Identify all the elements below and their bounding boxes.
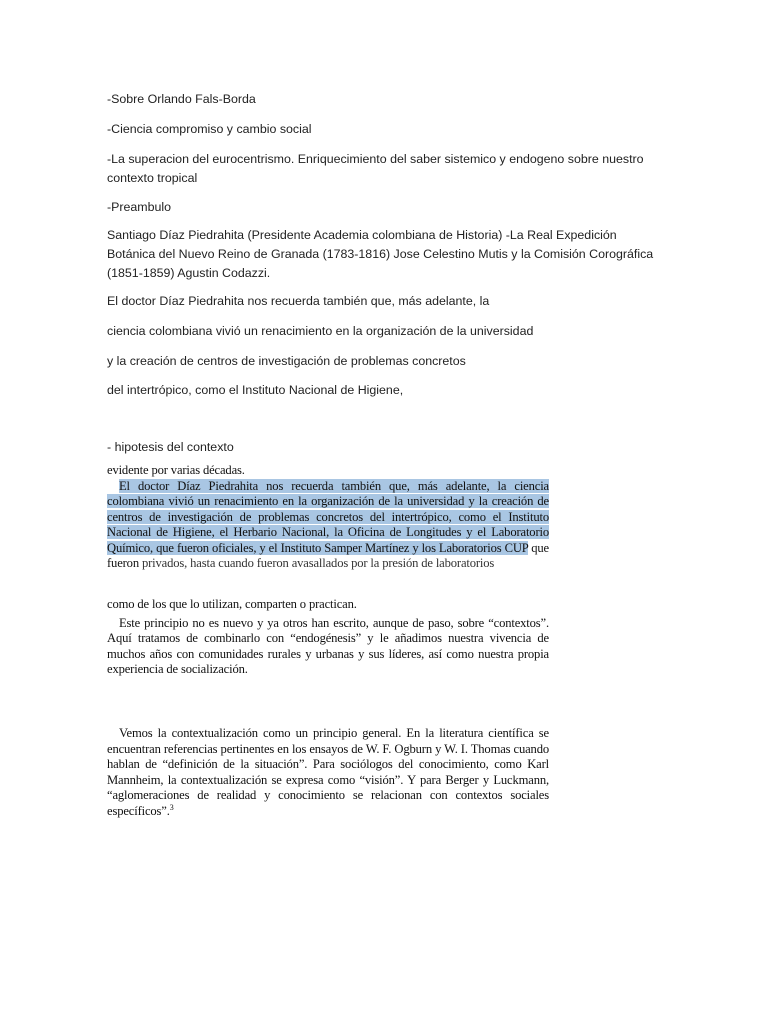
excerpt-3-footnote-mark: 3 — [169, 802, 174, 812]
excerpt-2-paragraph: Este principio no es nuevo y ya otros han escrito, aunque de paso, sobre “contextos”. Aquí tratamos de combinarlo con “endogénesis” y le añadimos nuestra vivencia de muchos años con comunidades rurales y urbanas y sus líderes, así como nuestra propia experiencia de socialización. — [107, 615, 549, 676]
excerpt-1-tail: que fueron — [107, 540, 549, 570]
note-hypothesis: - hipotesis del contexto — [107, 440, 234, 454]
note-quote-line-2: ciencia colombiana vivió un renacimiento en la organización de la universidad — [107, 324, 534, 338]
excerpt-3-text: Vemos la contextualización como un principio general. En la literatura científica se encuentran referencias pertinentes en los ensayos de W. F. Ogburn y W. I. Thomas cuando hablan de “definición de la situación”. Para sociólogos del conocimiento, como Karl Mannheim, la contextualización se expresa como “visión”. Y para Berger y Luckmann, “aglomeraciones de realidad y conocimiento se relacionan con contextos sociales específicos”. — [107, 726, 549, 818]
note-quote-line-3: y la creación de centros de investigación de problemas concretos — [107, 354, 466, 368]
note-preambulo: -Preambulo — [107, 200, 172, 214]
excerpt-2-top-line: como de los que lo utilizan, comparten o practican. — [107, 597, 357, 611]
excerpt-1-paragraph — [107, 479, 549, 572]
note-subtitle: -Ciencia compromiso y cambio social — [107, 122, 312, 136]
note-topic: -La superacion del eurocentrismo. Enriquecimiento del saber sistemico y endogeno sobre nuestro contexto tropical — [107, 152, 644, 185]
note-title: -Sobre Orlando Fals-Borda — [107, 92, 256, 106]
excerpt-3-paragraph — [107, 726, 549, 819]
note-quote-line-4: del intertrópico, como el Instituto Nacional de Higiene, — [107, 383, 404, 397]
scanned-excerpt-2 — [107, 597, 549, 692]
scanned-excerpt-1 — [107, 463, 549, 582]
excerpt-1-highlight: El doctor Díaz Piedrahita nos recuerda también que, más adelante, la ciencia colombiana vivió un renacimiento en la organización de la universidad y la creación de centros de investigación de problemas concretos del intertrópico, como el Instituto Nacional de Higiene, el Herbario Nacional, la Oficina de Longitudes y el Laboratorio Químico, que fueron oficiales, y el Instituto Samper Martínez y los Laboratorios CUP — [107, 478, 549, 555]
excerpt-1-top-line: evidente por varias décadas. — [107, 463, 245, 477]
note-reference: Santiago Díaz Piedrahita (Presidente Academia colombiana de Historia) -La Real Expedición Botánica del Nuevo Reino de Granada (1783-1816) Jose Celestino Mutis y la Comisión Corográfica (1851-1859) Agustin Codazzi. — [107, 228, 654, 280]
excerpt-1-bottom-line: privados, hasta cuando fueron avasallados por la presión de laboratorios — [141, 556, 495, 570]
note-quote-line-1: El doctor Díaz Piedrahita nos recuerda también que, más adelante, la — [107, 294, 490, 308]
scanned-excerpt-3 — [107, 726, 549, 826]
